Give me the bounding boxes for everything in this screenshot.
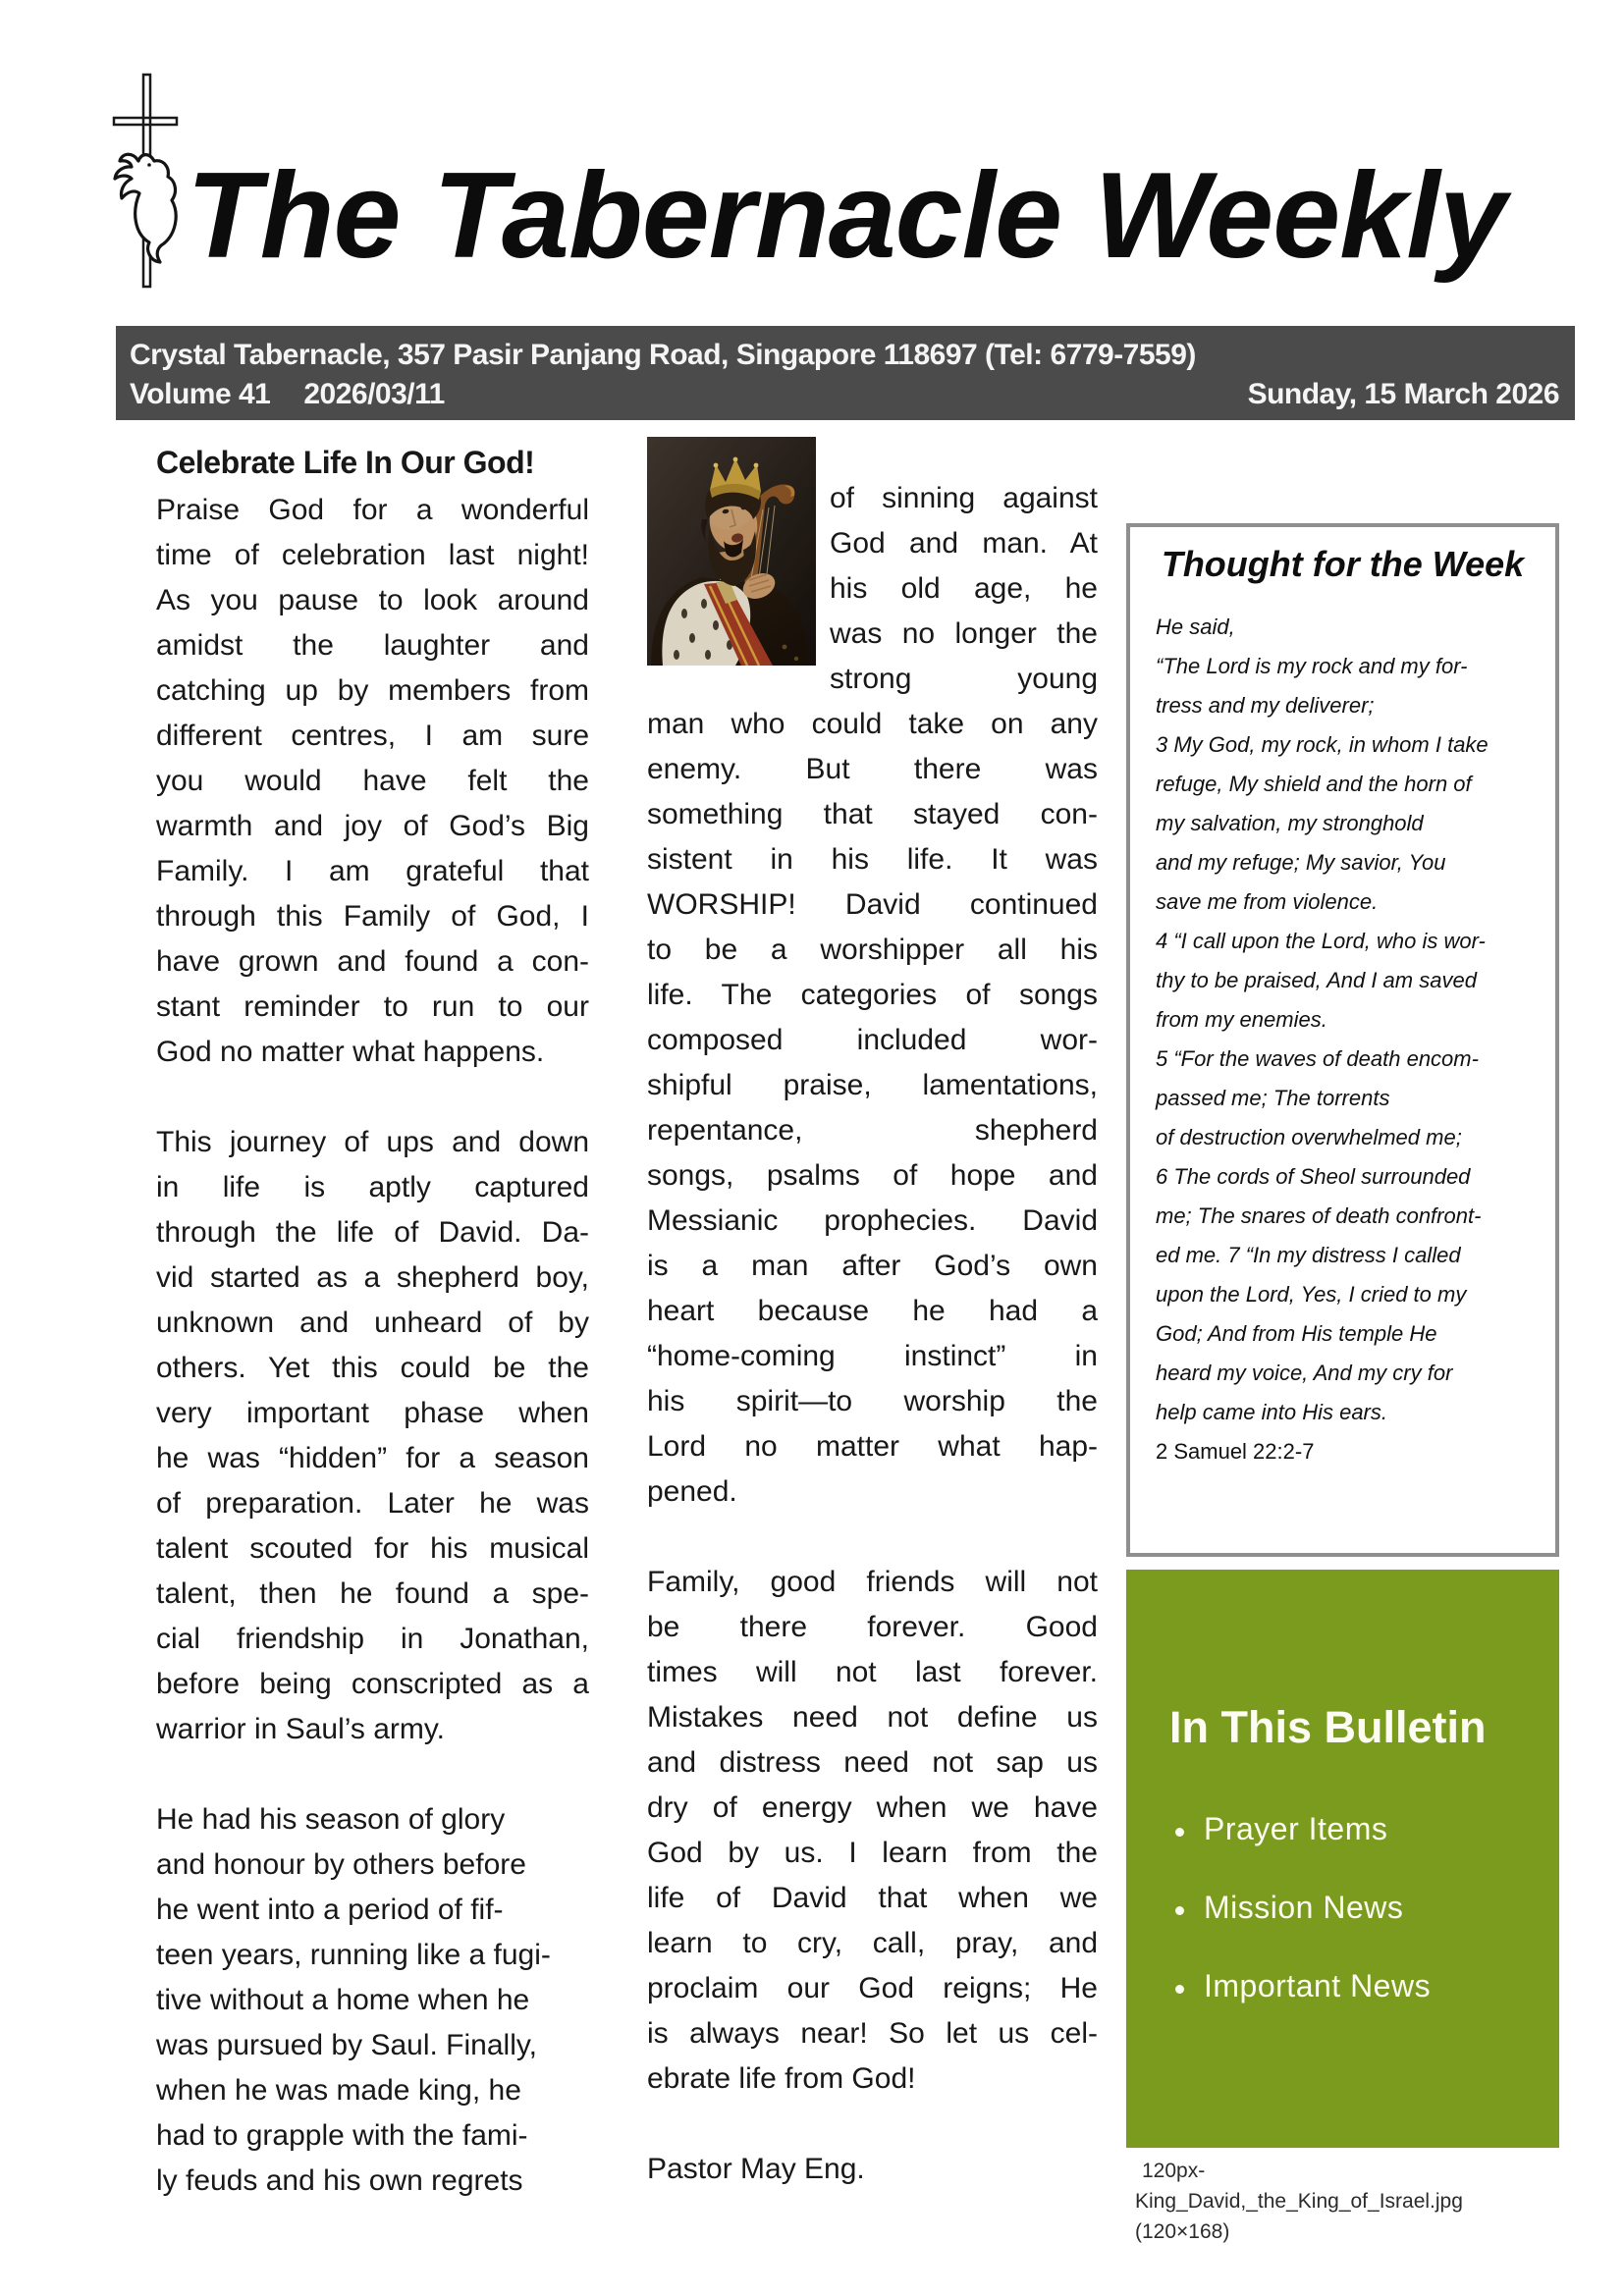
body-line: times will not last forever. (647, 1656, 1098, 1688)
thought-week-heading: Thought for the Week (1161, 544, 1525, 584)
body-line: Family, good friends will not (647, 1566, 1098, 1598)
body-line: ly feuds and his own regrets (156, 2164, 523, 2197)
king-david-image (647, 437, 816, 666)
body-line: sistent in his life. It was (647, 843, 1098, 876)
bulletin-heading: In This Bulletin (1169, 1702, 1487, 1752)
scripture-line: passed me; The torrents (1156, 1086, 1390, 1110)
scripture-line: help came into His ears. (1156, 1400, 1387, 1424)
body-line: heart because he had a (647, 1295, 1098, 1327)
body-line: strong young (830, 663, 1098, 695)
body-line: Lord no matter what hap- (647, 1430, 1098, 1463)
scripture-line: refuge, My shield and the horn of (1156, 772, 1472, 796)
bulletin-box (1126, 1570, 1559, 2148)
body-line: ebrate life from God! (647, 2062, 916, 2095)
body-line (647, 1515, 1098, 1560)
body-line: Messianic prophecies. David (647, 1204, 1098, 1237)
body-line: warrior in Saul’s army. (156, 1713, 445, 1745)
info-banner (116, 326, 1575, 420)
body-line: talent scouted for his musical (156, 1532, 589, 1565)
thought-week-box (1126, 523, 1559, 1557)
body-line (647, 2102, 1098, 2147)
bulletin-item-label: Mission News (1204, 1889, 1404, 1925)
body-line: dry of energy when we have (647, 1791, 1098, 1824)
scripture-line: He said, (1156, 614, 1235, 639)
body-line: be there forever. Good (647, 1611, 1098, 1643)
body-line: he was “hidden” for a season (156, 1442, 589, 1474)
body-line: God by us. I learn from the (647, 1837, 1098, 1869)
article-title: Celebrate Life In Our God! (156, 445, 535, 480)
body-line: As you pause to look around (156, 584, 589, 616)
body-line: repentance, shepherd (647, 1114, 1098, 1147)
body-line: of sinning against (830, 482, 1098, 514)
body-line: is a man after God’s own (647, 1250, 1098, 1282)
body-line (156, 1752, 589, 1797)
body-line: WORSHIP! David continued (647, 888, 1098, 921)
banner-date: Sunday, 15 March 2026 (1247, 378, 1559, 410)
bullet-icon (1175, 1985, 1184, 1994)
body-line: “home-coming instinct” in (647, 1340, 1098, 1372)
body-line: catching up by members from (156, 674, 589, 707)
body-line: life. The categories of songs (647, 979, 1098, 1011)
body-line: shipful praise, lamentations, (647, 1069, 1098, 1101)
scripture-line: save me from violence. (1156, 889, 1379, 914)
body-line: pened. (647, 1475, 737, 1508)
body-line: when he was made king, he (156, 2074, 521, 2107)
body-line: through the life of David. Da- (156, 1216, 589, 1249)
body-line: life of David that when we (647, 1882, 1098, 1914)
body-line: before being conscripted as a (156, 1668, 589, 1700)
scripture-line: and my refuge; My savior, You (1156, 850, 1446, 875)
body-line: very important phase when (156, 1397, 589, 1429)
bulletin-item-label: Important News (1204, 1967, 1432, 2003)
body-line: he went into a period of fif- (156, 1894, 504, 1926)
body-line: was no longer the (830, 617, 1098, 650)
body-line: Pastor May Eng. (647, 2153, 865, 2185)
body-line: you would have felt the (156, 765, 589, 797)
body-line (156, 1075, 589, 1120)
body-line: talent, then he found a spe- (156, 1577, 589, 1610)
scripture-line: of destruction overwhelmed me; (1156, 1125, 1462, 1149)
body-line: tive without a home when he (156, 1984, 530, 2016)
body-line: different centres, I am sure (156, 720, 589, 752)
body-line: of preparation. Later he was (156, 1487, 589, 1520)
body-line: and distress need not sap us (647, 1746, 1098, 1779)
scripture-line: my salvation, my stronghold (1156, 811, 1424, 835)
bullet-icon (1175, 1828, 1184, 1837)
body-line: man who could take on any (647, 708, 1098, 740)
bullet-icon (1175, 1906, 1184, 1915)
scripture-line: 6 The cords of Sheol surrounded (1156, 1164, 1471, 1189)
scripture-line: me; The snares of death confront- (1156, 1203, 1482, 1228)
scripture-line: thy to be praised, And I am saved (1156, 968, 1477, 992)
body-line: proclaim our God reigns; He (647, 1972, 1098, 2004)
body-line: had to grapple with the fami- (156, 2119, 528, 2152)
bulletin-items (1169, 1789, 1540, 2025)
bulletin-item-label: Prayer Items (1204, 1810, 1388, 1846)
scripture-line: 4 “I call upon the Lord, who is wor- (1156, 929, 1486, 953)
scripture-line: 3 My God, my rock, in whom I take (1156, 732, 1489, 757)
body-line: songs, psalms of hope and (647, 1159, 1098, 1192)
body-line: was pursued by Saul. Finally, (156, 2029, 537, 2061)
body-line: learn to cry, call, pray, and (647, 1927, 1098, 1959)
scripture-line: heard my voice, And my cry for (1156, 1361, 1453, 1385)
body-line: others. Yet this could be the (156, 1352, 589, 1384)
body-line: something that stayed con- (647, 798, 1098, 830)
article-body-middle (647, 476, 1098, 2192)
scripture-line: “The Lord is my rock and my for- (1156, 654, 1468, 678)
bulletin-item (1169, 1868, 1540, 1947)
scripture-line: upon the Lord, Yes, I cried to my (1156, 1282, 1467, 1307)
body-line: his old age, he (830, 572, 1098, 605)
body-line: to be a worshipper all his (647, 934, 1098, 966)
body-line: He had his season of glory (156, 1803, 506, 1836)
scripture-line: ed me. 7 “In my distress I called (1156, 1243, 1461, 1267)
body-line: God no matter what happens. (156, 1036, 545, 1068)
body-line: amidst the laughter and (156, 629, 589, 662)
body-line: Mistakes need not define us (647, 1701, 1098, 1734)
scripture-line: 5 “For the waves of death encom- (1156, 1046, 1479, 1071)
body-line: Family. I am grateful that (156, 855, 589, 887)
body-line: in life is aptly captured (156, 1171, 589, 1203)
body-line: unknown and unheard of by (156, 1307, 589, 1339)
banner-address: Crystal Tabernacle, 357 Pasir Panjang Road, Singapore 118697 (Tel: 6779-7559) (130, 339, 1196, 371)
scripture-line: from my enemies. (1156, 1007, 1327, 1032)
scripture-line: tress and my deliverer; (1156, 693, 1375, 718)
banner-volume: Volume 41 2026/03/11 (130, 378, 445, 410)
article-column-left (156, 437, 589, 2204)
church-logo-icon (106, 69, 189, 293)
body-line: This journey of ups and down (156, 1126, 589, 1158)
scripture-line: God; And from His temple He (1156, 1321, 1437, 1346)
body-line: Praise God for a wonderful (156, 494, 589, 526)
body-line: through this Family of God, I (156, 900, 589, 933)
image-caption: 120px-King_David,_the_King_of_Israel.jpg (120×168) (1135, 2160, 1463, 2243)
body-line: God and man. At (830, 527, 1098, 560)
scripture-text (1156, 608, 1530, 1471)
body-line: cial friendship in Jonathan, (156, 1623, 589, 1655)
body-line: enemy. But there was (647, 753, 1098, 785)
newsletter-title: The Tabernacle Weekly (187, 148, 1506, 284)
body-line: and honour by others before (156, 1848, 526, 1881)
body-line: his spirit—to worship the (647, 1385, 1098, 1417)
body-line: have grown and found a con- (156, 945, 589, 978)
body-line: stant reminder to run to our (156, 990, 589, 1023)
article-column-middle (647, 437, 1098, 2192)
dove-icon (115, 154, 176, 262)
bulletin-item (1169, 1789, 1540, 1868)
body-line: time of celebration last night! (156, 539, 589, 571)
body-line: vid started as a shepherd boy, (156, 1261, 589, 1294)
scripture-line: 2 Samuel 22:2-7 (1156, 1439, 1315, 1464)
bulletin-item (1169, 1947, 1540, 2025)
body-line: warmth and joy of God’s Big (156, 810, 589, 842)
body-line: composed included wor- (647, 1024, 1098, 1056)
body-line: teen years, running like a fugi- (156, 1939, 551, 1971)
article-body-left (156, 488, 589, 2204)
body-line: is always near! So let us cel- (647, 2017, 1098, 2050)
